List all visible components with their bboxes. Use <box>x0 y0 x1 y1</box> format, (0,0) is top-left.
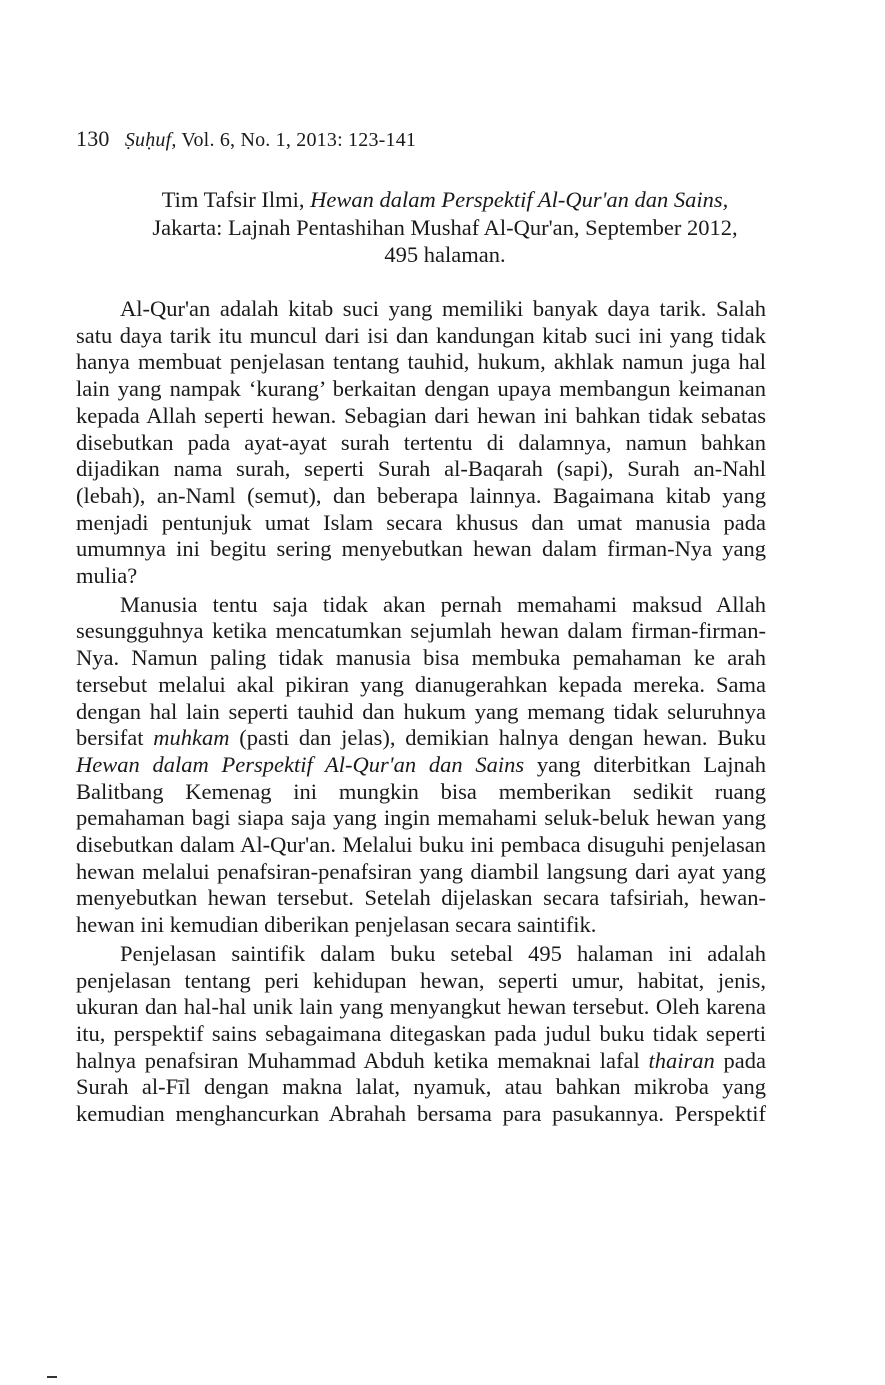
paragraph-2 <box>76 592 766 939</box>
paragraph-2-text-e: yang diterbitkan Lajnah Balitbang Kemenag ini mungkin bisa memberikan sedikit ruang pemahaman bagi siapa saja yang ingin memahami seluk-beluk hewan yang disebutkan dalam Al-Qur'an. Melalui buku ini pembaca disuguhi penjelasan hewan melalui penafsiran-penafsiran yang diambil langsung dari ayat yang menyebutkan hewan tersebut. Setelah dijelaskan secara tafsiriah, hewan-hewan ini kemudian diberikan penjelasan secara saintifik. <box>76 751 767 938</box>
journal-details: Vol. 6, No. 1, 2013: 123-141 <box>181 129 417 151</box>
paragraph-2-text-a: Manusia tentu saja tidak akan pernah memahami maksud Allah sesungguhnya ketika mencatumkan sejumlah hewan dalam firman-firman-Nya. Namun paling tidak manusia bisa membuka pemahaman ke arah tersebut melalui akal pikiran yang dianugerahkan kepada mereka. Sama dengan hal lain seperti tauhid dan hukum yang memang tidak seluruhnya bersifat <box>76 591 766 751</box>
citation-publisher: Jakarta: Lajnah Pentashihan Mushaf Al-Qur'an, September 2012, <box>152 214 738 240</box>
book-citation <box>60 186 830 269</box>
book-title-inline: Hewan dalam Perspektif Al-Qur'an dan Sains <box>76 751 525 777</box>
paragraph-2-text-c: (pasti dan jelas), demikian halnya dengan hewan. Buku <box>239 725 767 751</box>
paragraph-1: Al-Qur'an adalah kitab suci yang memiliki banyak daya tarik. Salah satu daya tarik itu muncul dari isi dan kandungan kitab suci ini yang tidak hanya membuat penjelasan tentang tauhid, hukum, akhlak namun juga hal lain yang nampak ‘kurang’ berkaitan dengan upaya membangun keimanan kepada Allah seperti hewan. Sebagian dari hewan ini bahkan tidak sebatas disebutkan pada ayat-ayat surah tertentu di dalamnya, namun bahkan dijadikan nama surah, seperti Surah al-Baqarah (sapi), Surah an-Nahl (lebah), an-Naml (semut), dan beberapa lainnya. Bagaimana kitab yang menjadi pentunjuk umat Islam secara khusus dan umat manusia pada umumnya ini begitu sering menyebutkan hewan dalam firman-Nya yang mulia? <box>76 296 766 589</box>
citation-author: Tim Tafsir Ilmi, <box>161 187 305 212</box>
page-number: 130 <box>76 126 110 151</box>
scan-mark <box>47 1376 57 1378</box>
review-body <box>76 296 766 1128</box>
paragraph-3 <box>76 941 766 1128</box>
term-muhkam: muhkam <box>153 725 230 751</box>
term-thairan: thairan <box>648 1047 715 1073</box>
paragraph-3-text-c: pada Surah al-Fīl dengan makna lalat, nyamuk, atau bahkan mikroba yang kemudian menghancurkan Abrahah bersama para pasukannya. Perspektif <box>76 1047 767 1127</box>
journal-name: Ṣuḥuf, <box>124 129 177 151</box>
running-header <box>76 126 416 152</box>
citation-line-1 <box>60 186 830 214</box>
paragraph-3-text-a: Penjelasan saintifik dalam buku setebal 495 halaman ini adalah penjelasan tentang peri kehidupan hewan, seperti umur, habitat, jenis, ukuran dan hal-hal unik lain yang menyangkut hewan tersebut. Oleh karena itu, perspektif sains sebagaimana ditegaskan pada judul buku tidak seperti halnya penafsiran Muhammad Abduh ketika memaknai lafal <box>76 940 766 1073</box>
citation-pages: 495 halaman. <box>384 242 506 267</box>
citation-title: Hewan dalam Perspektif Al-Qur'an dan Sains, <box>310 187 729 212</box>
